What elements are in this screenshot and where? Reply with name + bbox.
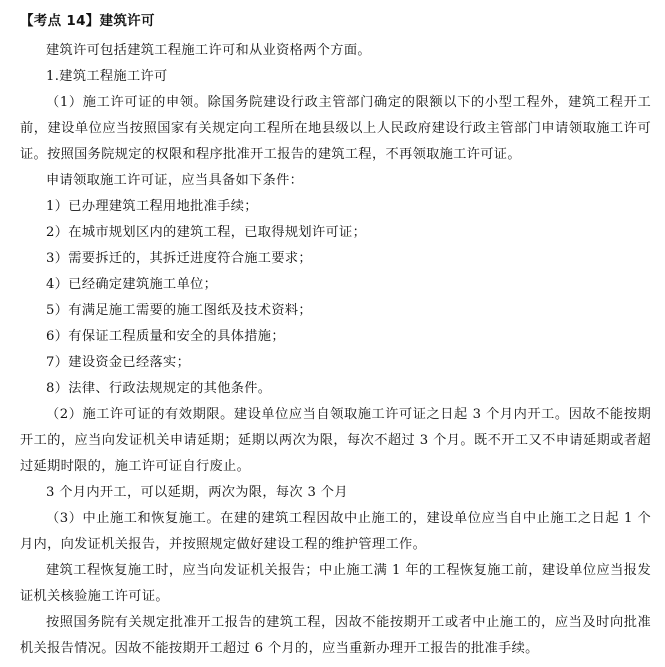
start-report-paragraph: 按照国务院有关规定批准开工报告的建筑工程，因故不能按期开工或者中止施工的，应当及时向批准机关报告情况。因故不能按期开工超过 6 个月的，应当重新办理开工报告的批准手续。 [20,615,651,656]
list-item: 5）有满足施工需要的施工图纸及技术资料； [46,303,312,318]
suspension-paragraph: （3）中止施工和恢复施工。在建的建筑工程因故中止施工的，建设单位应当自中止施工之日起 1 个月内，向发证机关报告，并按照规定做好建设工程的维护管理工作。 [20,511,651,552]
section-heading: 【考点 14】建筑许可 [20,13,155,29]
intro-paragraph: 建筑许可包括建筑工程施工许可和从业资格两个方面。 [46,43,371,58]
list-item: 1）已办理建筑工程用地批准手续； [46,199,258,214]
list-item: 8）法律、行政法规规定的其他条件。 [46,381,272,396]
conditions-intro: 申请领取施工许可证，应当具备如下条件： [46,173,304,188]
validity-period-paragraph: （2）施工许可证的有效期限。建设单位应当自领取施工许可证之日起 3 个月内开工。因故不能按期开工的，应当向发证机关申请延期；延期以两次为限，每次不超过 3 个月。既不开工又不申请延期或者超过延期时限的，施工许可证自行废止。 [20,407,651,474]
summary-line: 3 个月内开工，可以延期，两次为限，每次 3 个月 [46,485,348,500]
list-item: 7）建设资金已经落实； [46,355,191,370]
list-item: 3）需要拆迁的，其拆迁进度符合施工要求； [46,251,312,266]
resumption-paragraph: 建筑工程恢复施工时，应当向发证机关报告；中止施工满 1 年的工程恢复施工前，建设单位应当报发证机关核验施工许可证。 [20,563,651,604]
list-item: 4）已经确定建筑施工单位； [46,277,218,292]
list-item: 2）在城市规划区内的建筑工程，已取得规划许可证； [46,225,367,240]
permit-application-paragraph: （1）施工许可证的申领。除国务院建设行政主管部门确定的限额以下的小型工程外，建筑工程开工前，建设单位应当按照国家有关规定向工程所在地县级以上人民政府建设行政主管部门申请领取施工许可证。按照国务院规定的权限和程序批准开工报告的建筑工程，不再领取施工许可证。 [20,95,651,162]
list-item: 6）有保证工程质量和安全的具体措施； [46,329,285,344]
subsection-title: 1.建筑工程施工许可 [46,69,168,84]
